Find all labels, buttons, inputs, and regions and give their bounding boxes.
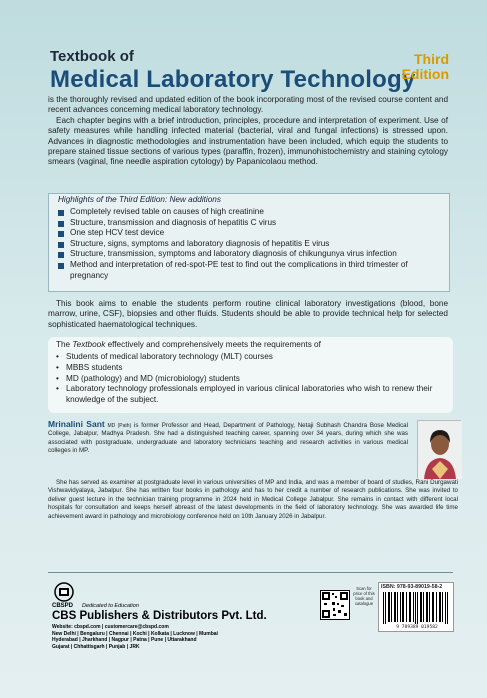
requirement-item: • MD (pathology) and MD (microbiology) students: [56, 374, 446, 385]
author-name: Mrinalini Sant: [48, 419, 105, 429]
aims-paragraph: This book aims to enable the students perform routine clinical laboratory investigations (blood, bone marrow, urine, CSF), biopsies and other fluids. Students should be able to provide technical help for selected sophisticated haematological techniques.: [48, 299, 448, 329]
requirements-intro-post: effectively and comprehensively meets the requirements of: [105, 340, 321, 349]
highlights-list: [58, 207, 440, 281]
qr-code-icon[interactable]: [320, 590, 350, 620]
author-bio-1: [48, 420, 408, 456]
requirement-item: • Laboratory technology professionals employed in various clinical laboratories who wish to renew their knowledge of the subject.: [56, 384, 446, 406]
intro-text: [48, 95, 448, 168]
highlight-item: Method and interpretation of red-spot-PE test to find out the complications in third trimester of pregnancy: [58, 260, 440, 281]
publisher-dedication: Dedicated to Education: [82, 603, 139, 609]
requirements-intro: [56, 340, 446, 349]
requirements-list: [56, 352, 446, 406]
author-bio-1-text: is former Professor and Head, Department of Pathology, Netaji Subhash Chandra Bose Medical College, Jabalpur, Madhya Pradesh. She had a distinguished teaching career, spanning over 34 years, during which she was associated with postgraduate, undergraduate and laboratory technicians teaching and research activities in various medical colleges in MP.: [48, 422, 408, 455]
barcode-number: 9 789389 019582: [396, 625, 438, 630]
author-degrees: MD (Path): [107, 423, 132, 429]
highlight-item: Structure, transmission, symptoms and laboratory diagnosis of chikungunya virus infection: [58, 249, 440, 260]
edition-line-1: Third: [414, 51, 449, 67]
barcode-icon: [382, 592, 450, 624]
publisher-website: Website: cbspd.com | customercare@cbspd.com: [52, 624, 169, 630]
requirements-intro-italic: Textbook: [72, 340, 106, 349]
intro-paragraph-2: Each chapter begins with a brief introduction, principles, procedure and interpretation of experiment. Use of safety measures while handling infected material (bacterial, viral and fungal infections) is stressed upon. Advances in diagnostic methodologies and instrumentation have been included, which equip the students to prepare stained tissue sections of various types (paraffin, frozen), immunohistochemistry and staining cytology smears (vaginal, fine needle aspiration cytology) by Papanicolaou method.: [48, 115, 448, 167]
book-title: Medical Laboratory Technology: [50, 66, 416, 93]
publisher-cities-3: Gujarat | Chhattisgarh | Punjab | JRK: [52, 643, 140, 650]
publisher-cities-1: New Delhi | Bengaluru | Chennai | Kochi | Kolkata | Lucknow | Mumbai: [52, 630, 218, 637]
footer-divider: [48, 572, 453, 573]
intro-paragraph-1: is the thoroughly revised and updated edition of the book incorporating most of the revised course content and recent advances concerning medical laboratory technology.: [48, 95, 448, 115]
cbspd-logo-icon: [52, 582, 76, 602]
requirements-intro-pre: The: [56, 340, 73, 349]
cbspd-logo-text: CBSPD: [52, 603, 74, 609]
highlights-title: Highlights of the Third Edition: New additions: [58, 195, 221, 204]
publisher-details: [52, 624, 302, 650]
highlight-item: Completely revised table on causes of high creatinine: [58, 207, 440, 218]
publisher-cities-2: Hyderabad | Jharkhand | Nagpur | Patna | Pune | Uttarakhand: [52, 637, 197, 644]
highlight-item: Structure, transmission and diagnosis of hepatitis C virus: [58, 218, 440, 229]
edition-line-2: Edition: [401, 66, 449, 82]
author-photo: [417, 420, 461, 478]
edition-badge: [389, 52, 449, 82]
isbn-label: ISBN: 978-93-89019-58-2: [381, 584, 443, 590]
requirement-item: • MBBS students: [56, 363, 446, 374]
highlight-item: Structure, signs, symptoms and laboratory diagnosis of hepatitis E virus: [58, 239, 440, 250]
requirement-item: • Students of medical laboratory technology (MLT) courses: [56, 352, 446, 363]
author-bio-2: She has served as examiner at postgraduate level in various universities of MP and India, and was a member of board of studies, Rani Durgawati Vishwavidyalaya, Jabalpur. She has written four books in pathology and has to her credit a number of research publications. She was invited to deliver guest lecture in the technician training programme in 2024 held in Medical College Jabalpur. She remains in contact with different local hospitals for consultation and keeps herself abreast of the latest developments in the field of laboratory technology. She was awarded life time achievement award in pathology and microbiology conference held on 10th January 2026 in Jabalpur.: [48, 479, 458, 520]
highlight-item: One step HCV test device: [58, 228, 440, 239]
publisher-name: CBS Publishers & Distributors Pvt. Ltd.: [52, 610, 267, 622]
qr-caption: Scan for price of this book and catalogue: [353, 586, 375, 606]
title-prefix: Textbook of: [50, 48, 134, 65]
